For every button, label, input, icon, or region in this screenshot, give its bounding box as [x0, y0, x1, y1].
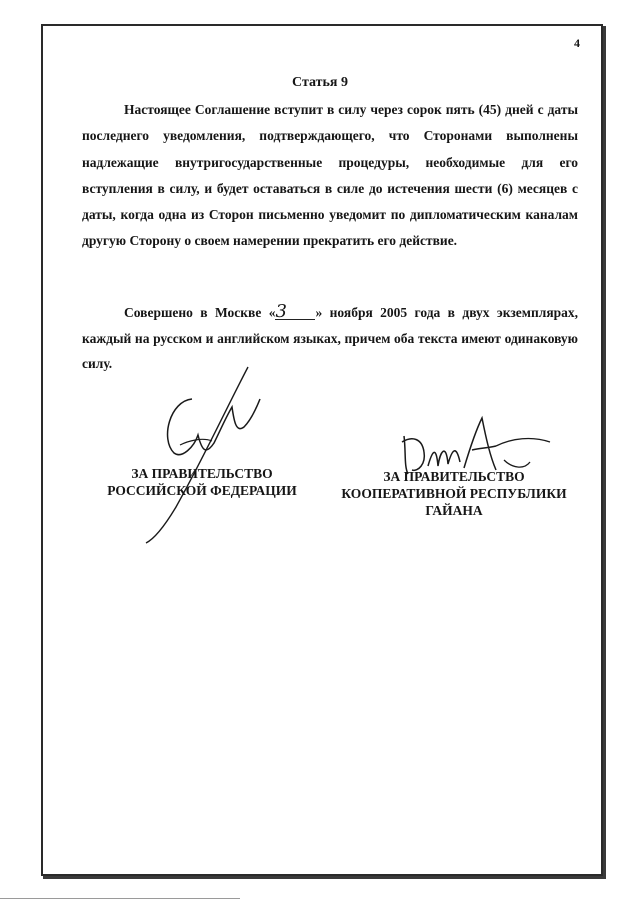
- scan-artifact-line: [0, 898, 240, 899]
- signatory-russia: [92, 465, 312, 499]
- signatory-line: ГАЙАНА: [425, 503, 483, 518]
- signature-russia: [140, 355, 290, 545]
- signing-suffix: » ноября 2005 года в двух экземплярах, каждый на русском и английском языках, причем оба текста имеют одинаковую силу.: [82, 305, 578, 371]
- signatory-line: КООПЕРАТИВНОЙ РЕСПУБЛИКИ: [341, 486, 567, 501]
- signatory-line: ЗА ПРАВИТЕЛЬСТВО: [383, 469, 525, 484]
- signatory-guyana: [320, 468, 588, 519]
- article-title: Статья 9: [292, 75, 348, 90]
- article-paragraph-text: Настоящее Соглашение вступит в силу через сорок пять (45) дней с даты последнего уведомления, подтверждающего, что Сторонами выполнены надлежащие внутригосударственные процедуры, необходимые для его вступления в силу, и будет оставаться в силе до истечения шести (6) месяцев с даты, когда одна из Сторон письменно уведомит по дипломатическим каналам другую Сторону о своем намерении прекратить его действие.: [82, 102, 578, 249]
- signing-prefix: Совершено в Москве «: [124, 305, 276, 320]
- handwritten-day: 3: [275, 304, 315, 320]
- signatory-line: РОССИЙСКОЙ ФЕДЕРАЦИИ: [107, 483, 297, 498]
- page-shadow-bottom: [43, 876, 606, 879]
- article-paragraph: [82, 97, 578, 255]
- page-number: 4: [574, 36, 580, 50]
- signatory-line: ЗА ПРАВИТЕЛЬСТВО: [131, 466, 273, 481]
- page-shadow-right: [603, 26, 606, 878]
